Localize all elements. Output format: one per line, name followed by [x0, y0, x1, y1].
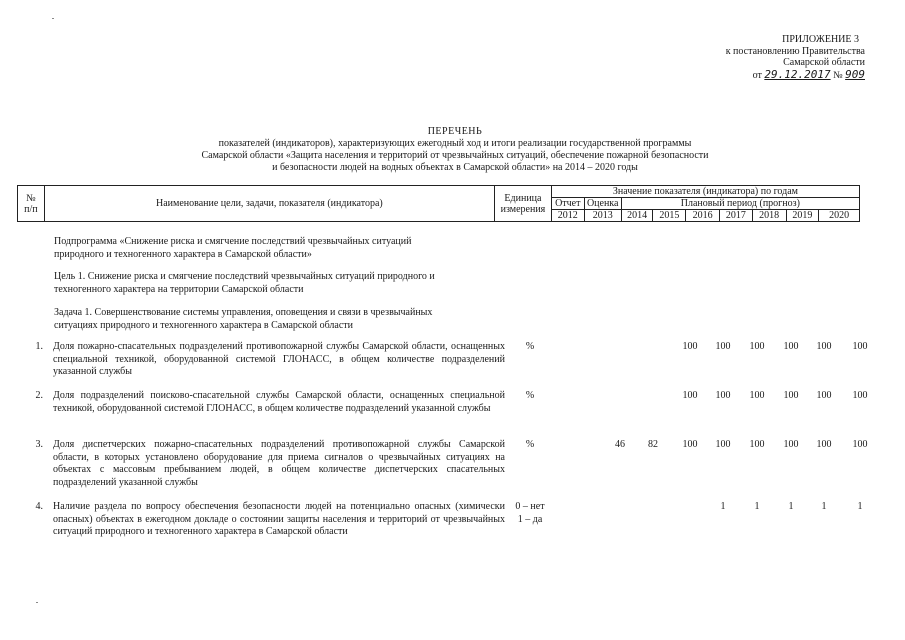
value-2017: 100 [749, 439, 765, 450]
value-2020: 100 [852, 390, 868, 401]
header-name: Наименование цели, задачи, показателя (индикатора) [44, 186, 494, 222]
value-2018: 100 [783, 390, 799, 401]
handwritten-number: 909 [845, 67, 865, 81]
row-number: 1. [35, 341, 43, 352]
title-line-4: и безопасности людей на водных объектах в Самарской области» на 2014 – 2020 годы [272, 162, 638, 173]
header-report: Отчет [551, 198, 584, 210]
indicator-unit: % [525, 341, 535, 352]
task-heading: Задача 1. Совершенствование системы управления, оповещения и связи в чрезвычайных ситуациях природного и техногенного характера в Самарской области [54, 307, 433, 331]
indicator-name: Доля подразделений поисково-спасательной службы Самарской области, оснащенных специальной техникой, оборудованной системой ГЛОНАСС, в общем количестве подразделений указанной службы [53, 390, 505, 414]
indicator-unit: % [525, 390, 535, 401]
header-year: 2016 [686, 210, 720, 222]
header-year: 2013 [584, 210, 621, 222]
appendix-date-line [726, 69, 865, 82]
header-year: 2012 [551, 210, 584, 222]
value-2018: 100 [783, 341, 799, 352]
indicator-unit: % [525, 439, 535, 450]
row-number: 3. [35, 439, 43, 450]
value-2015: 100 [682, 341, 698, 352]
appendix-title: ПРИЛОЖЕНИЕ 3 [782, 34, 859, 45]
header-year: 2017 [720, 210, 753, 222]
scan-speck [52, 18, 54, 19]
value-2015: 100 [682, 439, 698, 450]
value-2017: 1 [754, 501, 760, 512]
value-2018: 1 [788, 501, 794, 512]
indicators-table-header [17, 185, 860, 222]
number-label: № [833, 69, 843, 81]
appendix-resolution: к постановлению Правительства [725, 45, 865, 57]
value-2015: 100 [682, 390, 698, 401]
header-year: 2014 [621, 210, 653, 222]
header-planned: Плановый период (прогноз) [621, 198, 859, 210]
value-2018: 100 [783, 439, 799, 450]
row-number: 4. [35, 501, 43, 512]
header-num: № п/п [18, 186, 45, 222]
value-2013: 46 [615, 439, 625, 450]
value-2020: 100 [852, 341, 868, 352]
value-2016: 1 [720, 501, 726, 512]
indicator-unit: 0 – нет 1 – да [515, 501, 545, 525]
value-2019: 100 [816, 390, 832, 401]
from-label: от [752, 69, 762, 81]
goal-heading: Цель 1. Снижение риска и смягчение последствий чрезвычайных ситуаций природного и техногенного характера на территории Самарской области [54, 271, 435, 295]
appendix-block [726, 34, 865, 81]
document-title [60, 126, 850, 174]
title-heading: ПЕРЕЧЕНЬ [427, 126, 483, 137]
header-year: 2015 [653, 210, 686, 222]
value-2019: 1 [821, 501, 827, 512]
header-values-title: Значение показателя (индикатора) по годам [551, 186, 859, 198]
header-estimate: Оценка [584, 198, 621, 210]
value-2019: 100 [816, 341, 832, 352]
row-number: 2. [35, 390, 43, 401]
value-2020: 1 [857, 501, 863, 512]
indicator-name: Наличие раздела по вопросу обеспечения безопасности людей на потенциально опасных (химически опасных) объектах в ежегодном докладе о состоянии защиты населения и территорий от чрезвычайных ситуаций природного и техногенного характера в Самарской области [53, 501, 505, 537]
value-2016: 100 [715, 390, 731, 401]
header-unit: Единица измерения [495, 186, 552, 222]
value-2019: 100 [816, 439, 832, 450]
scan-speck [36, 602, 38, 603]
value-2014: 82 [648, 439, 658, 450]
value-2016: 100 [715, 341, 731, 352]
header-year: 2018 [752, 210, 786, 222]
appendix-region: Самарской области [783, 57, 865, 68]
indicator-name: Доля пожарно-спасательных подразделений противопожарной службы Самарской области, оснащенных специальной техникой, оборудованной системой ГЛОНАСС, в общем количестве подразделений указанной службы [53, 341, 505, 377]
indicator-name: Доля диспетчерских пожарно-спасательных подразделений противопожарной службы Самарской области, в которых установлено оборудование для приема сигналов о чрезвычайных ситуациях на объектах с массовым пребыванием людей, в общем количестве диспетчерских спасательных подразделений указанной службы [53, 439, 505, 488]
value-2017: 100 [749, 390, 765, 401]
header-year: 2020 [819, 210, 860, 222]
subprogram-heading: Подпрограмма «Снижение риска и смягчение последствий чрезвычайных ситуаций природного и техногенного характера в Самарской области» [54, 236, 412, 260]
handwritten-date: 29.12.2017 [764, 67, 831, 81]
title-line-2: показателей (индикаторов), характеризующих ежегодный ход и итоги реализации государственной программы [218, 138, 692, 149]
value-2020: 100 [852, 439, 868, 450]
value-2016: 100 [715, 439, 731, 450]
header-year: 2019 [786, 210, 819, 222]
value-2017: 100 [749, 341, 765, 352]
title-line-3: Самарской области «Защита населения и территорий от чрезвычайных ситуаций, обеспечение пожарной безопасности [201, 150, 709, 161]
